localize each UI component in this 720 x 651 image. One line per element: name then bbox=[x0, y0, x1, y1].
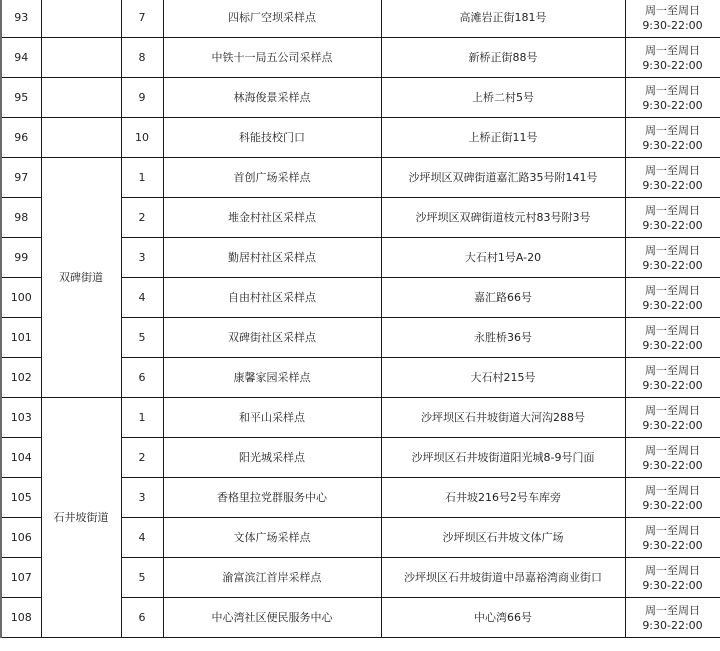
row-number: 98 bbox=[1, 198, 41, 238]
site-name: 渝富滨江首岸采样点 bbox=[163, 558, 381, 598]
service-time: 9:30-22:00 bbox=[642, 298, 703, 312]
site-address: 高滩岩正街181号 bbox=[381, 0, 625, 38]
service-hours bbox=[625, 0, 720, 38]
site-address: 沙坪坝区双碑街道嘉汇路35号附141号 bbox=[381, 158, 625, 198]
site-index: 4 bbox=[121, 278, 163, 318]
service-hours bbox=[625, 278, 720, 318]
service-time: 9:30-22:00 bbox=[642, 378, 703, 392]
service-time: 9:30-22:00 bbox=[642, 58, 703, 72]
service-days: 周一至周日 bbox=[645, 323, 700, 337]
site-name: 中铁十一局五公司采样点 bbox=[163, 38, 381, 78]
site-name: 科能技校门口 bbox=[163, 118, 381, 158]
row-number: 94 bbox=[1, 38, 41, 78]
site-index: 6 bbox=[121, 598, 163, 638]
service-hours bbox=[625, 438, 720, 478]
service-hours bbox=[625, 478, 720, 518]
service-hours bbox=[625, 158, 720, 198]
service-hours bbox=[625, 78, 720, 118]
service-time: 9:30-22:00 bbox=[642, 618, 703, 632]
service-time: 9:30-22:00 bbox=[642, 98, 703, 112]
service-time: 9:30-22:00 bbox=[642, 338, 703, 352]
site-index: 9 bbox=[121, 78, 163, 118]
service-days: 周一至周日 bbox=[645, 403, 700, 417]
service-days: 周一至周日 bbox=[645, 43, 700, 57]
service-days: 周一至周日 bbox=[645, 603, 700, 617]
service-time: 9:30-22:00 bbox=[642, 538, 703, 552]
site-address: 嘉汇路66号 bbox=[381, 278, 625, 318]
service-time: 9:30-22:00 bbox=[642, 138, 703, 152]
table-row bbox=[1, 78, 720, 118]
table-row bbox=[1, 118, 720, 158]
street-cell-empty bbox=[41, 38, 121, 78]
table-row bbox=[1, 0, 720, 38]
service-days: 周一至周日 bbox=[645, 163, 700, 177]
street-name: 石井坡街道 bbox=[41, 398, 121, 638]
site-address: 沙坪坝区石井坡街道中昂嘉裕湾商业街口 bbox=[381, 558, 625, 598]
row-number: 95 bbox=[1, 78, 41, 118]
table-row bbox=[1, 38, 720, 78]
site-address: 中心湾66号 bbox=[381, 598, 625, 638]
service-time: 9:30-22:00 bbox=[642, 178, 703, 192]
service-hours bbox=[625, 118, 720, 158]
table-row bbox=[1, 398, 720, 438]
service-days: 周一至周日 bbox=[645, 203, 700, 217]
site-name: 阳光城采样点 bbox=[163, 438, 381, 478]
site-index: 5 bbox=[121, 318, 163, 358]
service-time: 9:30-22:00 bbox=[642, 18, 703, 32]
site-address: 大石村1号A-20 bbox=[381, 238, 625, 278]
row-number: 99 bbox=[1, 238, 41, 278]
row-number: 100 bbox=[1, 278, 41, 318]
row-number: 107 bbox=[1, 558, 41, 598]
row-number: 104 bbox=[1, 438, 41, 478]
street-cell-empty bbox=[41, 0, 121, 38]
service-days: 周一至周日 bbox=[645, 483, 700, 497]
site-index: 8 bbox=[121, 38, 163, 78]
site-name: 四标厂空坝采样点 bbox=[163, 0, 381, 38]
table-body bbox=[1, 0, 720, 638]
row-number: 106 bbox=[1, 518, 41, 558]
site-name: 文体广场采样点 bbox=[163, 518, 381, 558]
site-address: 石井坡216号2号车库旁 bbox=[381, 478, 625, 518]
row-number: 97 bbox=[1, 158, 41, 198]
row-number: 102 bbox=[1, 358, 41, 398]
site-index: 10 bbox=[121, 118, 163, 158]
site-address: 上桥正街11号 bbox=[381, 118, 625, 158]
site-name: 堆金村社区采样点 bbox=[163, 198, 381, 238]
service-days: 周一至周日 bbox=[645, 3, 700, 17]
service-hours bbox=[625, 38, 720, 78]
site-address: 永胜桥36号 bbox=[381, 318, 625, 358]
site-name: 首创广场采样点 bbox=[163, 158, 381, 198]
site-address: 沙坪坝区双碑街道枝元村83号附3号 bbox=[381, 198, 625, 238]
service-days: 周一至周日 bbox=[645, 563, 700, 577]
site-address: 上桥二村5号 bbox=[381, 78, 625, 118]
site-index: 4 bbox=[121, 518, 163, 558]
service-days: 周一至周日 bbox=[645, 243, 700, 257]
service-days: 周一至周日 bbox=[645, 83, 700, 97]
service-days: 周一至周日 bbox=[645, 443, 700, 457]
site-index: 3 bbox=[121, 238, 163, 278]
street-cell-empty bbox=[41, 118, 121, 158]
service-hours bbox=[625, 558, 720, 598]
site-index: 3 bbox=[121, 478, 163, 518]
service-hours bbox=[625, 358, 720, 398]
site-address: 大石村215号 bbox=[381, 358, 625, 398]
site-name: 双碑街社区采样点 bbox=[163, 318, 381, 358]
service-days: 周一至周日 bbox=[645, 123, 700, 137]
row-number: 93 bbox=[1, 0, 41, 38]
site-name: 和平山采样点 bbox=[163, 398, 381, 438]
site-address: 沙坪坝区石井坡文体广场 bbox=[381, 518, 625, 558]
row-number: 108 bbox=[1, 598, 41, 638]
site-address: 新桥正街88号 bbox=[381, 38, 625, 78]
row-number: 96 bbox=[1, 118, 41, 158]
site-name: 勤居村社区采样点 bbox=[163, 238, 381, 278]
site-name: 康馨家园采样点 bbox=[163, 358, 381, 398]
site-index: 2 bbox=[121, 438, 163, 478]
service-hours bbox=[625, 238, 720, 278]
site-name: 林海俊景采样点 bbox=[163, 78, 381, 118]
service-time: 9:30-22:00 bbox=[642, 498, 703, 512]
row-number: 105 bbox=[1, 478, 41, 518]
site-name: 自由村社区采样点 bbox=[163, 278, 381, 318]
site-address: 沙坪坝区石井坡街道阳光城8-9号门面 bbox=[381, 438, 625, 478]
site-index: 2 bbox=[121, 198, 163, 238]
service-time: 9:30-22:00 bbox=[642, 418, 703, 432]
site-index: 6 bbox=[121, 358, 163, 398]
service-hours bbox=[625, 198, 720, 238]
table-row bbox=[1, 158, 720, 198]
site-name: 香格里拉党群服务中心 bbox=[163, 478, 381, 518]
service-days: 周一至周日 bbox=[645, 523, 700, 537]
site-name: 中心湾社区便民服务中心 bbox=[163, 598, 381, 638]
service-time: 9:30-22:00 bbox=[642, 578, 703, 592]
service-hours bbox=[625, 398, 720, 438]
service-time: 9:30-22:00 bbox=[642, 258, 703, 272]
row-number: 103 bbox=[1, 398, 41, 438]
service-time: 9:30-22:00 bbox=[642, 458, 703, 472]
site-address: 沙坪坝区石井坡街道大河沟288号 bbox=[381, 398, 625, 438]
site-index: 5 bbox=[121, 558, 163, 598]
service-hours bbox=[625, 518, 720, 558]
street-cell-empty bbox=[41, 78, 121, 118]
street-name: 双碑街道 bbox=[41, 158, 121, 398]
service-hours bbox=[625, 318, 720, 358]
service-time: 9:30-22:00 bbox=[642, 218, 703, 232]
site-index: 7 bbox=[121, 0, 163, 38]
service-days: 周一至周日 bbox=[645, 283, 700, 297]
service-days: 周一至周日 bbox=[645, 363, 700, 377]
site-index: 1 bbox=[121, 158, 163, 198]
site-index: 1 bbox=[121, 398, 163, 438]
service-hours bbox=[625, 598, 720, 638]
row-number: 101 bbox=[1, 318, 41, 358]
